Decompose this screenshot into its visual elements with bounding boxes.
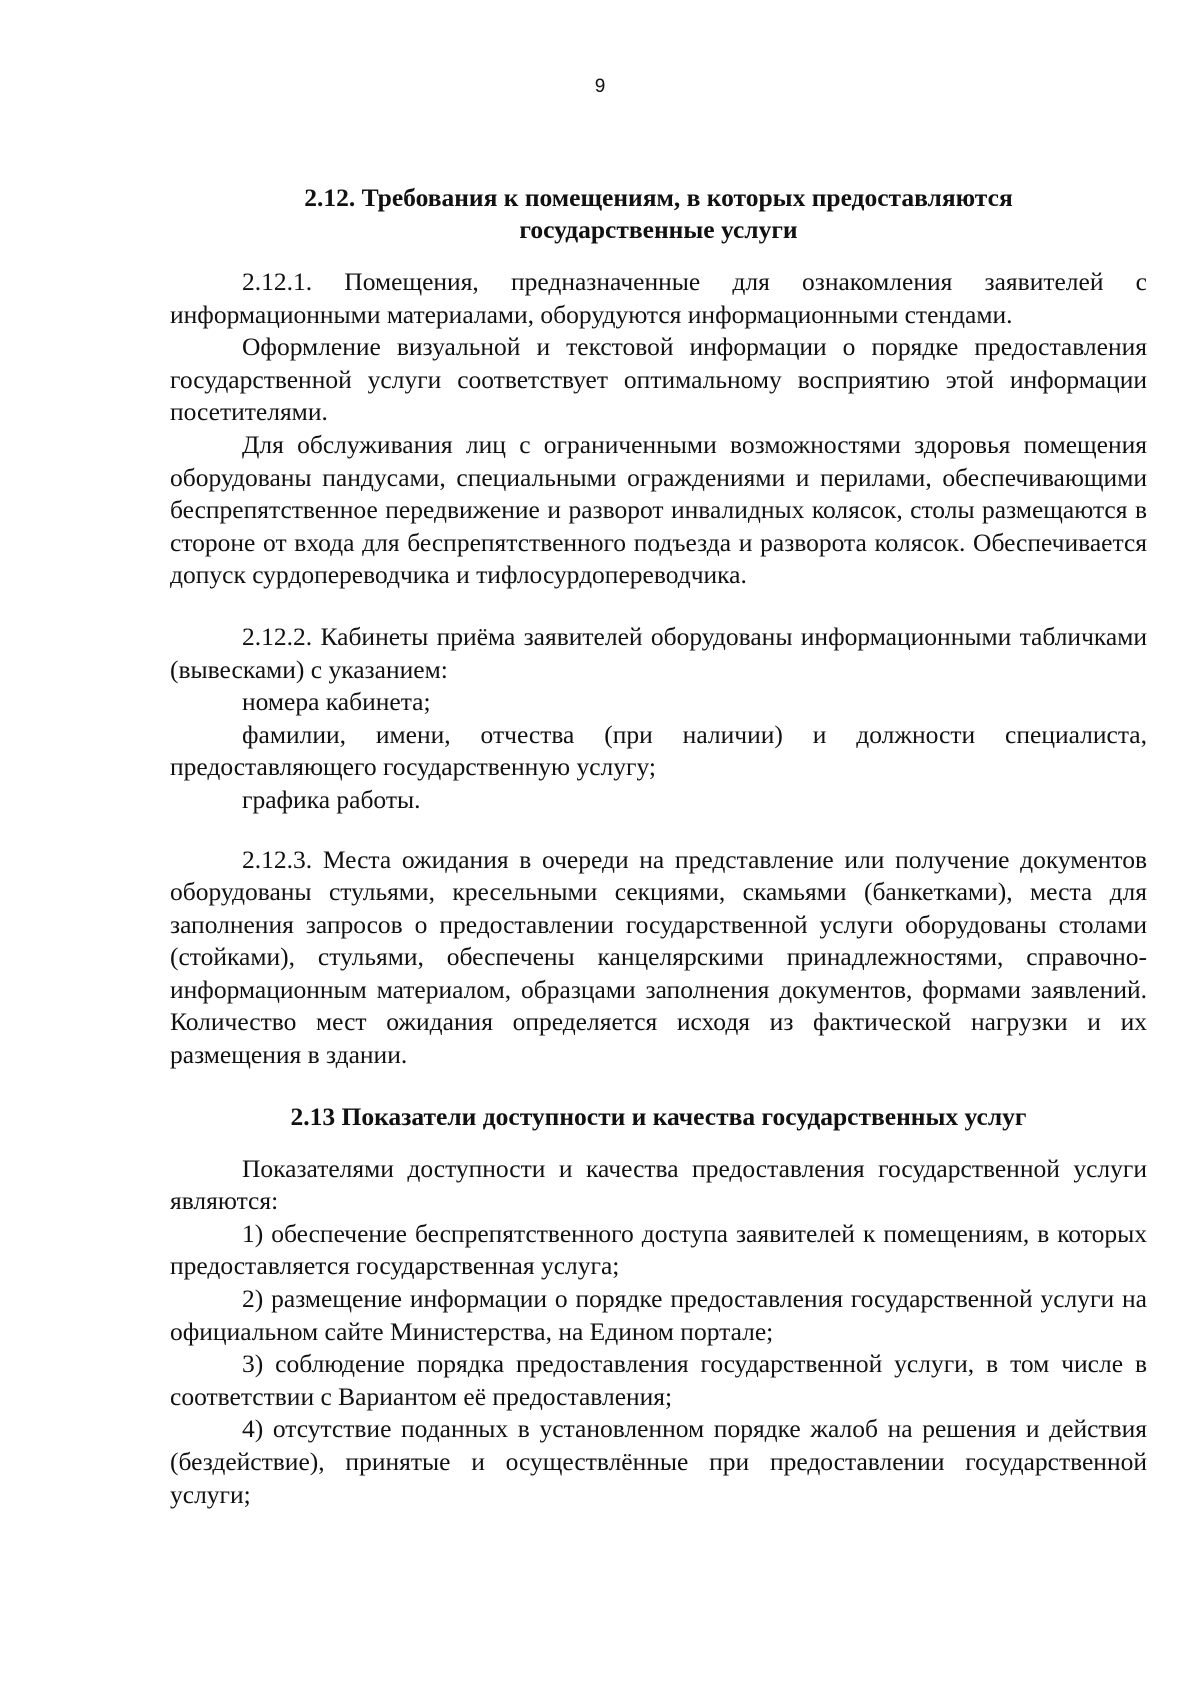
section-2-13-heading: 2.13 Показатели доступности и качества государственных услуг [290, 1101, 1027, 1131]
paragraph-2-12-2: 2.12.2. Кабинеты приёма заявителей оборудованы информационными табличками (вывесками) с указанием: [170, 621, 1147, 684]
list-item-specialist-name: фамилии, имени, отчества (при наличии) и должности специалиста, предоставляющего государственную услугу; [170, 719, 1147, 782]
list-item-indicator-3: 3) соблюдение порядка предоставления государственной услуги, в том числе в соответствии с Вариантом её предоставления; [170, 1349, 1147, 1411]
page-number: 9 [594, 76, 606, 97]
list-item-indicator-1: 1) обеспечение беспрепятственного доступа заявителей к помещениям, в которых предоставляется государственная услуга; [170, 1218, 1147, 1281]
paragraph-accessibility: Для обслуживания лиц с ограниченными возможностями здоровья помещения оборудованы пандусами, специальными ограждениями и перилами, обеспечивающими беспрепятственное передвижение и разворот инвалидных колясок, столы размещаются в стороне от входа для беспрепятственного подъезда и разворота колясок. Обеспечивается допуск сурдопереводчика и тифлосурдопереводчика. [170, 429, 1147, 590]
paragraph-2-12-1: 2.12.1. Помещения, предназначенные для ознакомления заявителей с информационными материалами, оборудуются информационными стендами. [170, 267, 1147, 329]
section-2-12-heading [170, 182, 1147, 246]
list-item-indicator-4: 4) отсутствие поданных в установленном порядке жалоб на решения и действия (бездействие), принятые и осуществлённые при предоставлении государственной услуги; [170, 1414, 1147, 1509]
list-item-indicator-2: 2) размещение информации о порядке предоставления государственной услуги на официальном сайте Министерства, на Едином портале; [170, 1284, 1147, 1346]
paragraph-2-12-3: 2.12.3. Места ожидания в очереди на представление или получение документов оборудованы стульями, кресельными секциями, скамьями (банкетками), места для заполнения запросов о предоставлении государственной услуги оборудованы столами (стойками), стульями, обеспечены канцелярскими принадлежностями, справочно-информационным материалом, образцами заполнения документов, формами заявлений. Количество мест ожидания определяется исходя из фактической нагрузки и их размещения в здании. [170, 844, 1147, 1070]
section-2-12-heading-line2: государственные услуги [519, 215, 798, 244]
paragraph-visual-info: Оформление визуальной и текстовой информации о порядке предоставления государственной услуги соответствует оптимальному восприятию этой информации посетителями. [170, 332, 1147, 427]
paragraph-2-13-intro: Показателями доступности и качества предоставления государственной услуги являются: [170, 1153, 1147, 1216]
list-item-schedule: графика работы. [242, 784, 421, 814]
list-item-room-number: номера кабинета; [242, 687, 431, 717]
section-2-12-heading-line1: 2.12. Требования к помещениям, в которых предоставляются [304, 183, 1013, 212]
page-content [170, 182, 1147, 1511]
